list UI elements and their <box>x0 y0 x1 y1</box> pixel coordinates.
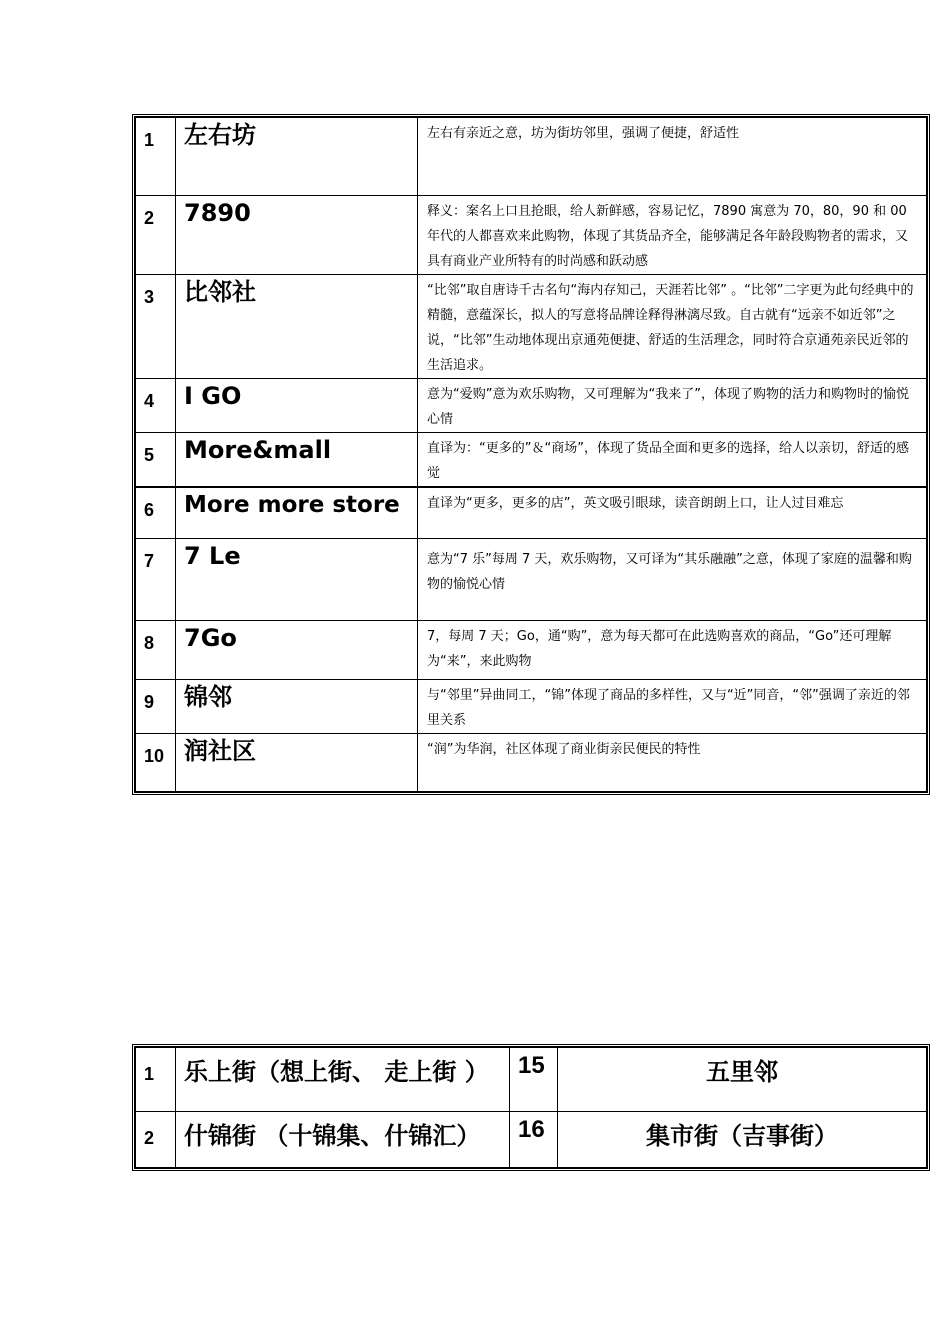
row-number: 2 <box>136 196 176 275</box>
description-cell: 直译为：“更多的”＆“商场”，体现了货品全面和更多的选择，给人以亲切，舒适的感觉 <box>418 433 927 488</box>
description-cell: 直译为“更多，更多的店”，英文吸引眼球，读音朗朗上口，让人过目难忘 <box>418 487 927 538</box>
table-row <box>136 433 927 488</box>
name-cell-secondary: 五里邻 <box>558 1048 927 1112</box>
name-cell: 锦邻 <box>176 679 418 733</box>
description-cell: 左右有亲近之意，坊为街坊邻里，强调了便捷，舒适性 <box>418 118 927 196</box>
table-row <box>136 379 927 433</box>
name-cell: More&mall <box>176 433 418 488</box>
table-row <box>136 118 927 196</box>
name-cell: 左右坊 <box>176 118 418 196</box>
table-row <box>136 1048 927 1112</box>
row-number: 10 <box>136 733 176 792</box>
row-number: 9 <box>136 679 176 733</box>
description-cell: 7，每周 7 天；Go，通“购”，意为每天都可在此选购喜欢的商品，“Go”还可理解为“来”，来此购物 <box>418 620 927 679</box>
name-cell: 7 Le <box>176 538 418 620</box>
row-number: 7 <box>136 538 176 620</box>
name-cell: 比邻社 <box>176 275 418 379</box>
table-row <box>136 620 927 679</box>
table-row <box>136 196 927 275</box>
table-row <box>136 538 927 620</box>
table-row <box>136 487 927 538</box>
row-number: 1 <box>136 118 176 196</box>
name-cell: 乐上街（想上街、 走上街 ） <box>176 1048 510 1112</box>
description-cell: 释义：案名上口且抢眼，给人新鲜感，容易记忆，7890 寓意为 70，80，90 和 00 年代的人都喜欢来此购物，体现了其货品齐全，能够满足各年龄段购物者的需求，又具有商业产业所特有的时尚感和跃动感 <box>418 196 927 275</box>
description-cell: 意为“7 乐”每周 7 天，欢乐购物，又可译为“其乐融融”之意，体现了家庭的温馨和购物的愉悦心情 <box>418 538 927 620</box>
name-cell: 7890 <box>176 196 418 275</box>
table-row <box>136 679 927 733</box>
table-row <box>136 1112 927 1168</box>
row-number: 2 <box>136 1112 176 1168</box>
row-number: 5 <box>136 433 176 488</box>
names-table-grid <box>135 117 927 792</box>
description-cell: “润”为华润，社区体现了商业街亲民便民的特性 <box>418 733 927 792</box>
row-number: 4 <box>136 379 176 433</box>
description-cell: 意为“爱购”意为欢乐购物，又可理解为“我来了”，体现了购物的活力和购物时的愉悦心情 <box>418 379 927 433</box>
table-row <box>136 733 927 792</box>
name-cell-secondary: 集市街（吉事街） <box>558 1112 927 1168</box>
street-names-table-grid <box>135 1047 927 1168</box>
name-cell: 什锦街 （十锦集、什锦汇） <box>176 1112 510 1168</box>
description-cell: 与“邻里”异曲同工，“锦”体现了商品的多样性，又与“近”同音，“邻”强调了亲近的邻里关系 <box>418 679 927 733</box>
street-names-table <box>132 1044 930 1171</box>
row-number: 6 <box>136 487 176 538</box>
table-row <box>136 275 927 379</box>
row-number: 3 <box>136 275 176 379</box>
name-cell: 7Go <box>176 620 418 679</box>
row-number: 8 <box>136 620 176 679</box>
description-cell: “比邻”取自唐诗千古名句“海内存知己，天涯若比邻” 。“比邻”二字更为此句经典中的精髓，意蕴深长，拟人的写意将品牌诠释得淋漓尽致。自古就有“远亲不如近邻”之说，“比邻”生动地体现出京通苑便捷、舒适的生活理念，同时符合京通苑亲民近邻的生活追求。 <box>418 275 927 379</box>
names-table <box>132 114 930 795</box>
row-number-secondary: 15 <box>510 1048 558 1112</box>
row-number-secondary: 16 <box>510 1112 558 1168</box>
name-cell: More more store <box>176 487 418 538</box>
row-number: 1 <box>136 1048 176 1112</box>
name-cell: I GO <box>176 379 418 433</box>
name-cell: 润社区 <box>176 733 418 792</box>
